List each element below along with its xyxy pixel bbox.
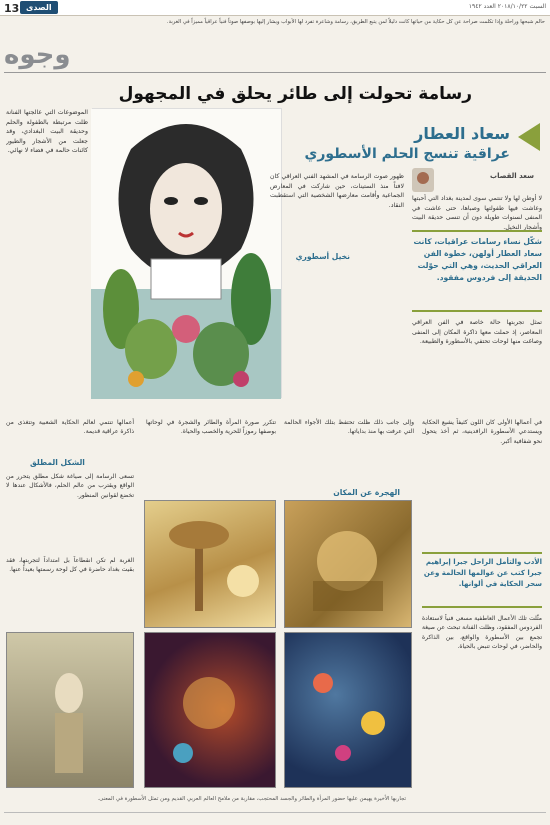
article-lower-4: أعمالها تنتمي لعالم الحكاية الشعبية وتتغذى من ذاكرة عراقية قديمة. bbox=[6, 419, 134, 436]
painting-image-4 bbox=[144, 632, 276, 788]
painting-image-3 bbox=[284, 632, 412, 788]
pull-quote-1: شكّل نساء رسامات عراقيات، كانت سعاد العطار أولهن، خطوة الفن العراقي الحديث، وهي التي حوّلت الحديقة إلى فردوس مفقود. bbox=[412, 230, 542, 312]
painting-image-2 bbox=[144, 500, 276, 628]
article-lower-5: الغربة لم تكن انقطاعاً بل امتداداً لتجربتها، فقد بقيت بغداد حاضرة في كل لوحة رسمتها بعيداً عنها. bbox=[6, 557, 134, 574]
portrait-illustration bbox=[92, 108, 282, 398]
author-avatar bbox=[412, 168, 434, 192]
article-column-mid: ظهور صوت الرسامة في المشهد الفني العراقي كان لافتاً منذ الستينات، حين شاركت في المعارض الجماعية وأقامت معارضها الشخصية التي استقطبت النقاد. bbox=[270, 173, 404, 209]
intro-blurb: حالم شبحها وراحلة وإذا تكلمت صراحة عن كل حكاية من حياتها كانت دليلاً لمن يتبع الطريق، رسامة وشاعرة تفرد لها الأبواب ويشار إليها بوصفها صوتاً فنياً عراقياً مميزاً في الغربة. bbox=[166, 19, 545, 25]
article-column-right: لا أوطن لها ولا تنتمي سوى لمدينة بغداد التي أحبتها وعاشت فيها طفولتها وصباها، حتى عاشت في المنفى لسنوات طويلة دون أن تنسى حديقة البيت وأشجار النخيل. bbox=[412, 195, 542, 231]
section-logo: الصدى bbox=[20, 1, 58, 14]
article-lower-4b: تسعى الرسامة إلى صياغة شكل مطلق يتحرر من الواقع ويقترب من عالم الحلم، فالأشكال عندها لا تخضع لقوانين المنظور. bbox=[6, 473, 134, 499]
section-title: وجوه bbox=[4, 40, 71, 70]
footer-divider bbox=[4, 812, 546, 813]
article-lower-1: في أعمالها الأولى كان اللون كثيفاً يشيع الحكاية ويستدعي الأسطورة الرافدينية، ثم أخذ يتحول نحو شفافية أكبر. bbox=[422, 419, 542, 445]
author-byline: سعد القصاب bbox=[490, 172, 534, 180]
pull-quote-2: الأدب والتأمل الراحل جبرا إبراهيم جبرا كتب عن عوالمها الحالمة وعن سحر الحكاية في ألوانها. bbox=[422, 552, 542, 608]
subject-name: سعاد العطار bbox=[414, 124, 510, 143]
dateline: السبت ٢٠١٨/١٠/٢٢ العدد ١٩٤٢ bbox=[468, 3, 546, 10]
article-column-left: الموضوعات التي عالجتها الفنانة ظلت مرتبطة بالطفولة والحلم وحديقة البيت البغدادي، وقد جعلت من الأشجار والطيور كائنات حالمة في فضاء لا نهائي. bbox=[6, 109, 88, 155]
page-number: 13 bbox=[4, 2, 20, 15]
article-lower-2: وإلى جانب ذلك ظلت تحتفظ بتلك الأجواء الحالمة التي عرفت بها منذ بداياتها. bbox=[284, 419, 414, 436]
section-heading-shape: الشكل المطلق bbox=[30, 458, 85, 467]
headline: رسامة تحولت إلى طائر يحلق في المجهول bbox=[118, 84, 472, 104]
header-divider bbox=[4, 72, 546, 73]
accent-triangle-icon bbox=[518, 123, 540, 151]
section-heading-palm: نخيل أسطوري bbox=[295, 252, 350, 261]
article-lower-3: تتكرر صورة المرأة والطائر والشجرة في لوحاتها بوصفها رموزاً للحرية والخصب والحياة. bbox=[146, 419, 276, 436]
painting-image-5 bbox=[6, 632, 134, 788]
image-caption: تجاربها الأخيرة يهيمن عليها حضور المرأة والطائر والجسد المحتجب، مقاربة من ملامح العالم العربي القديم ومن تمثل الأسطورة في المعنى. bbox=[97, 796, 406, 802]
article-column-right-lower: تمثل تجربتها حالة خاصة في الفن العراقي المعاصر، إذ حملت معها ذاكرة المكان إلى المنفى وصاغت منها لوحات تحتفي بالأسطورة والطبيعة. bbox=[412, 319, 542, 346]
subject-tagline: عراقية تنسج الحلم الأسطوري bbox=[304, 146, 510, 162]
page-header-bar bbox=[0, 0, 550, 16]
painting-image-1 bbox=[284, 500, 412, 628]
article-lower-6: مثّلت تلك الأعمال العاطفية مسعى فنياً لاستعادة الفردوس المفقود، وظلت الفنانة تبحث عن صيغة تجمع بين الأسطورة والواقع، بين الذاكرة والحاضر، في لوحات تنبض بالحياة. bbox=[422, 615, 542, 650]
section-heading-migration: الهجرة عن المكان bbox=[333, 488, 400, 497]
